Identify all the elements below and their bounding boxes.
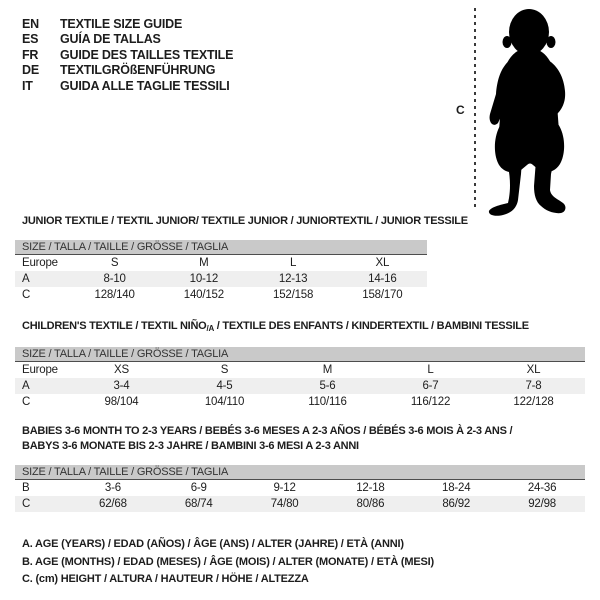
table-row (15, 378, 585, 394)
table-row (15, 362, 585, 378)
table-row (15, 480, 585, 496)
language-code: FR (22, 47, 39, 62)
row-label-cell: A (22, 273, 30, 285)
language-code: DE (22, 63, 39, 78)
size-table-header: SIZE / TALLA / TAILLE / GRÖSSE / TAGLIA (15, 347, 585, 362)
baby-silhouette-icon (484, 6, 590, 218)
value-cell: 24-36 (527, 482, 557, 494)
children-textile-section (15, 319, 585, 410)
row-label-cell: C (22, 396, 31, 408)
size-table-header: SIZE / TALLA / TAILLE / GRÖSSE / TAGLIA (15, 240, 427, 255)
language-row (22, 47, 233, 63)
section-title (22, 319, 585, 336)
row-label-cell: C (22, 498, 31, 510)
size-table (15, 240, 427, 303)
value-cell: 158/170 (362, 289, 403, 301)
size-table-header: SIZE / TALLA / TAILLE / GRÖSSE / TAGLIA (15, 465, 585, 480)
table-row (15, 255, 427, 271)
value-cell: 140/152 (183, 289, 224, 301)
value-cell: 86/92 (442, 498, 471, 510)
row-label-cell: Europe (22, 364, 58, 376)
language-title: GUÍA DE TALLAS (60, 32, 161, 47)
value-cell: 3-6 (104, 482, 121, 494)
height-measure-label: C (456, 103, 465, 117)
size-table-body (15, 255, 427, 303)
value-cell: 5-6 (319, 380, 336, 392)
value-cell: 128/140 (94, 289, 135, 301)
value-cell: 6-7 (422, 380, 439, 392)
footnote-line: C. (cm) HEIGHT / ALTURA / HAUTEUR / HÖHE / ALTEZZA (22, 573, 309, 585)
value-cell: L (290, 257, 297, 269)
language-title: GUIDA ALLE TAGLIE TESSILI (60, 78, 230, 93)
table-row (15, 271, 427, 287)
value-cell: 18-24 (442, 482, 471, 494)
language-title: GUIDE DES TAILLES TEXTILE (60, 47, 234, 62)
value-cell: 98/104 (104, 396, 139, 408)
value-cell: S (220, 364, 229, 376)
language-row (22, 16, 233, 32)
value-cell: 6-9 (190, 482, 207, 494)
row-label-cell: Europe (22, 257, 58, 269)
language-row (22, 78, 233, 94)
language-code: IT (22, 78, 33, 93)
value-cell: 12-13 (278, 273, 308, 285)
value-cell: 3-4 (113, 380, 130, 392)
table-title-line: CHILDREN'S TEXTILE / TEXTIL $NIÑO_{/A}$ / TEXTILE DES ENFANTS / KINDERTEXTIL / BAMBINI TESSILE (22, 320, 529, 333)
size-table-body (15, 480, 585, 512)
value-cell: 9-12 (273, 482, 296, 494)
section-title (22, 424, 585, 454)
value-cell: S (110, 257, 119, 269)
value-cell: 122/128 (513, 396, 554, 408)
junior-textile-section (15, 214, 468, 303)
footnote-line: A. AGE (YEARS) / EDAD (AÑOS) / ÂGE (ANS) / ALTER (JAHRE) / ETÀ (ANNI) (22, 538, 404, 550)
value-cell: 4-5 (216, 380, 233, 392)
value-cell: 80/86 (356, 498, 385, 510)
value-cell: XL (526, 364, 541, 376)
value-cell: 62/68 (99, 498, 127, 510)
value-cell: XS (114, 364, 129, 376)
value-cell: 10-12 (189, 273, 219, 285)
table-title-line: JUNIOR TEXTILE / TEXTIL JUNIOR/ TEXTILE JUNIOR / JUNIORTEXTIL / JUNIOR TESSILE (22, 215, 468, 227)
value-cell: 12-18 (356, 482, 385, 494)
value-cell: 7-8 (525, 380, 542, 392)
table-title-line: BABIES 3-6 MONTH TO 2-3 YEARS / BEBÉS 3-6 MESES A 2-3 AÑOS / BÉBÉS 3-6 MOIS À 2-3 ANS / (22, 425, 513, 437)
language-title-block (22, 16, 233, 94)
value-cell: M (199, 257, 209, 269)
value-cell: 14-16 (368, 273, 397, 285)
babies-textile-section (15, 424, 585, 512)
row-label-cell: C (22, 289, 31, 301)
value-cell: M (322, 364, 333, 376)
value-cell: 104/110 (204, 396, 245, 408)
language-title: TEXTILGRÖßENFÜHRUNG (60, 63, 216, 78)
value-cell: XL (375, 257, 390, 269)
value-cell: 110/116 (308, 396, 347, 408)
height-measure-dashed-line (474, 8, 476, 211)
table-row (15, 287, 427, 303)
language-code: ES (22, 32, 39, 47)
value-cell: 74/80 (270, 498, 299, 510)
value-cell: 92/98 (528, 498, 556, 510)
table-title-line: BABYS 3-6 MONATE BIS 2-3 JAHRE / BAMBINI 3-6 MESI A 2-3 ANNI (22, 440, 359, 452)
section-title (22, 214, 468, 229)
language-code: EN (22, 16, 39, 31)
value-cell: 68/74 (184, 498, 213, 510)
value-cell: 152/158 (273, 289, 314, 301)
language-row (22, 32, 233, 48)
size-table (15, 465, 585, 512)
size-table-body (15, 362, 585, 410)
value-cell: L (427, 364, 434, 376)
row-label-cell: A (22, 380, 30, 392)
value-cell: 8-10 (103, 273, 126, 285)
value-cell: 116/122 (410, 396, 451, 408)
language-title: TEXTILE SIZE GUIDE (60, 16, 183, 31)
row-label-cell: B (22, 482, 30, 494)
size-table (15, 347, 585, 410)
footnote-line: B. AGE (MONTHS) / EDAD (MESES) / ÂGE (MOIS) / ALTER (MONATE) / ETÀ (MESI) (22, 555, 434, 568)
legend-footnotes (22, 536, 434, 589)
table-row (15, 496, 585, 512)
table-row (15, 394, 585, 410)
language-row (22, 63, 233, 79)
